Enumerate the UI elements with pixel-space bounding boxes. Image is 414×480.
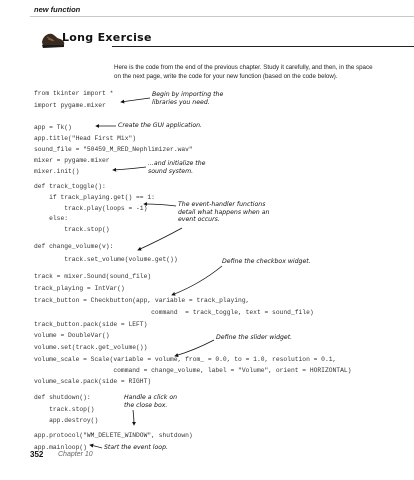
arrow-init-sound bbox=[113, 167, 146, 170]
code-line: volume_scale = Scale(variable = volume, from_ = 0.0, to = 1.0, resolution = 0.1, bbox=[34, 356, 337, 363]
code-line: track_playing = IntVar() bbox=[34, 285, 125, 292]
code-line: if track_playing.get() == 1: bbox=[34, 194, 155, 201]
code-line: app = Tk() bbox=[34, 124, 72, 131]
arrow-event-loop bbox=[90, 445, 102, 448]
code-line: track = mixer.Sound(sound_file) bbox=[34, 273, 152, 280]
code-line: track_button = Checkbutton(app, variable = track_playing, bbox=[34, 297, 250, 304]
code-line: sound_file = "50459_M_RED_Nephlimizer.wav" bbox=[34, 146, 193, 153]
code-line: mixer = pygame.mixer bbox=[34, 157, 110, 164]
annotation-import-libraries: Begin by importing the libraries you need. bbox=[152, 91, 224, 106]
arrow-slider bbox=[175, 340, 214, 356]
code-line: track.set_volume(volume.get()) bbox=[34, 256, 178, 263]
code-line: import pygame.mixer bbox=[34, 102, 106, 109]
code-line: else: bbox=[34, 215, 69, 222]
code-line: command = track_toggle, text = sound_file) bbox=[34, 309, 314, 316]
code-line: app.protocol("WM_DELETE_WINDOW", shutdown) bbox=[34, 432, 193, 439]
code-line: def change_volume(v): bbox=[34, 243, 114, 250]
code-line: from tkinter import * bbox=[34, 90, 114, 97]
section-header-label: new function bbox=[34, 5, 81, 14]
code-line: volume_scale.pack(side = RIGHT) bbox=[34, 378, 152, 385]
annotation-init-sound: ...and initialize the sound system. bbox=[148, 160, 206, 175]
annotation-close-box: Handle a click on the close box. bbox=[124, 394, 178, 409]
arrow-import bbox=[121, 98, 150, 102]
annotation-checkbox-widget: Define the checkbox widget. bbox=[222, 258, 311, 265]
annotation-create-gui: Create the GUI application. bbox=[118, 122, 202, 129]
code-line: app.mainloop() bbox=[34, 444, 87, 451]
annotation-event-handlers: The event-handler functions detail what happens when an event occurs. bbox=[178, 201, 270, 224]
exercise-title: Long Exercise bbox=[62, 31, 152, 44]
arrow-event-handlers-2 bbox=[138, 228, 182, 250]
code-line: mixer.init() bbox=[34, 168, 80, 175]
code-line: command = change_volume, label = "Volume", orient = HORIZONTAL) bbox=[34, 367, 352, 374]
code-line: track.play(loops = -1) bbox=[34, 205, 148, 212]
arrow-close-box bbox=[133, 410, 134, 425]
annotation-slider-widget: Define the slider widget. bbox=[216, 334, 293, 341]
arrow-checkbox bbox=[172, 266, 222, 295]
annotation-event-loop: Start the event loop. bbox=[104, 444, 168, 451]
arrow-event-handlers bbox=[144, 204, 176, 206]
code-line: track.stop() bbox=[34, 406, 95, 413]
code-line: def track_toggle(): bbox=[34, 183, 106, 190]
code-line: def shutdown(): bbox=[34, 394, 91, 401]
page-number: 352 bbox=[30, 450, 44, 459]
exercise-instructions: Here is the code from the end of the previous chapter. Study it carefully, and then, in the space on the next page, write the code for your new function (based on the code below). bbox=[114, 64, 373, 80]
code-line: track_button.pack(side = LEFT) bbox=[34, 321, 148, 328]
code-line: volume.set(track.get_volume()) bbox=[34, 344, 148, 351]
code-line: track.stop() bbox=[34, 226, 110, 233]
code-line: volume = DoubleVar() bbox=[34, 332, 110, 339]
code-line: app.title("Head First Mix") bbox=[34, 135, 137, 142]
code-line: app.destroy() bbox=[34, 417, 99, 424]
chapter-label: Chapter 10 bbox=[58, 451, 93, 458]
